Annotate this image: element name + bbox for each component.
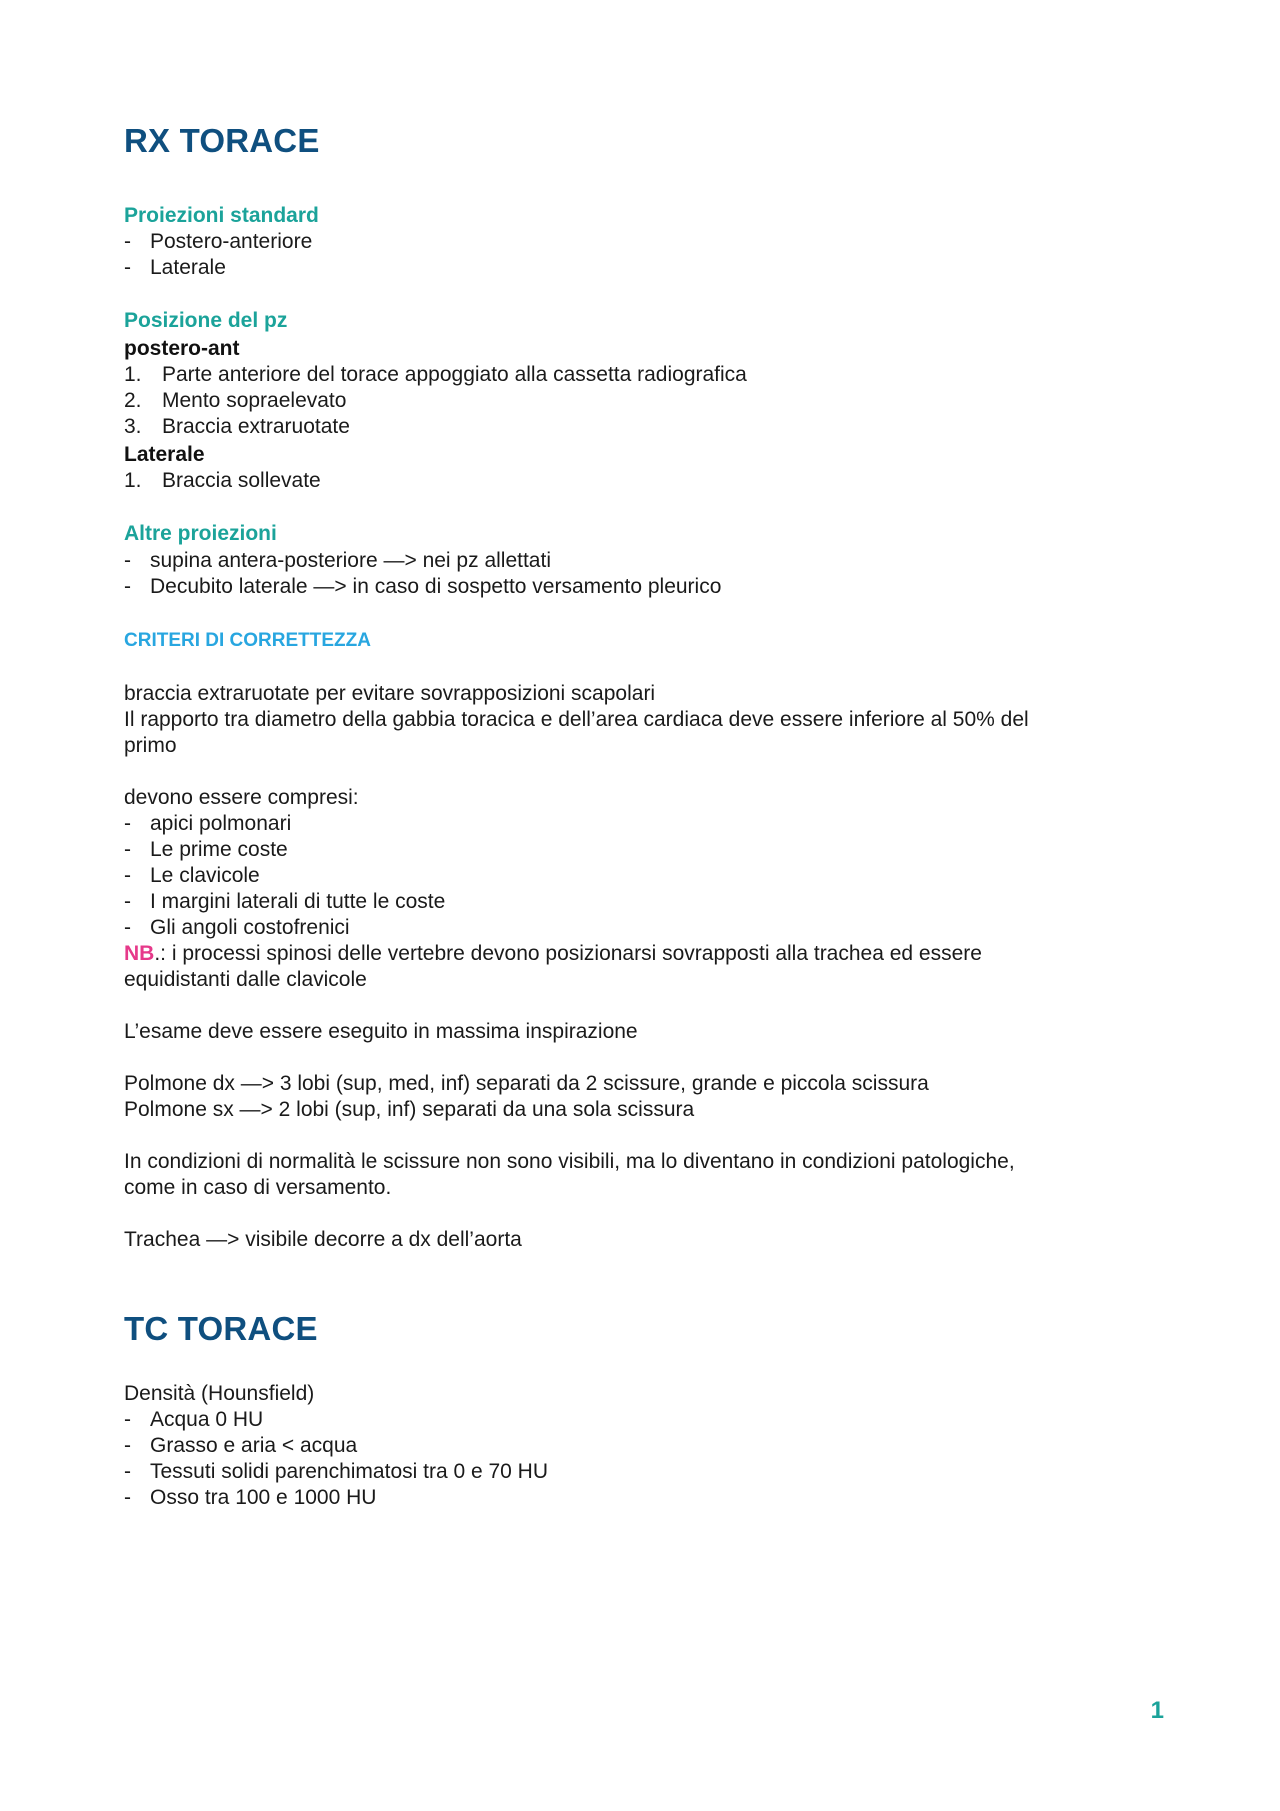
paragraph-polmone-dx: Polmone dx —> 3 lobi (sup, med, inf) separati da 2 scissure, grande e piccola scissura	[124, 1072, 929, 1095]
paragraph-braccia: braccia extraruotate per evitare sovrapposizioni scapolari	[124, 682, 656, 705]
list-item: 1. Parte anteriore del torace appoggiato alla cassetta radiografica	[124, 363, 747, 386]
list-item: - I margini laterali di tutte le coste	[124, 890, 446, 913]
heading-altre-proiezioni: Altre proiezioni	[124, 522, 277, 545]
paragraph-inspirazione: L’esame deve essere eseguito in massima inspirazione	[124, 1020, 638, 1043]
paragraph-nb-cont: equidistanti dalle clavicole	[124, 968, 367, 991]
list-item: 3. Braccia extraruotate	[124, 415, 350, 438]
paragraph-rapporto-cont: primo	[124, 734, 177, 757]
paragraph-densita: Densità (Hounsfield)	[124, 1382, 315, 1405]
list-item: - Postero-anteriore	[124, 230, 313, 253]
list-item: - Le prime coste	[124, 838, 288, 861]
list-item: - Decubito laterale —> in caso di sospetto versamento pleurico	[124, 575, 722, 598]
list-item: - Le clavicole	[124, 864, 260, 887]
heading-proiezioni-standard: Proiezioni standard	[124, 204, 319, 227]
list-item: - Gli angoli costofrenici	[124, 916, 350, 939]
heading-criteri: CRITERI DI CORRETTEZZA	[124, 630, 371, 651]
subheading-postero-ant: postero-ant	[124, 337, 240, 360]
list-item: - Grasso e aria < acqua	[124, 1434, 358, 1457]
paragraph-compresi-intro: devono essere compresi:	[124, 786, 359, 809]
page-number: 1	[1150, 1697, 1164, 1724]
list-item: - Tessuti solidi parenchimatosi tra 0 e 70 HU	[124, 1460, 549, 1483]
paragraph-polmone-sx: Polmone sx —> 2 lobi (sup, inf) separati da una sola scissura	[124, 1098, 695, 1121]
list-item: - Laterale	[124, 256, 226, 279]
nb-label: NB	[124, 942, 155, 965]
section-title-rx: RX TORACE	[124, 122, 320, 159]
heading-posizione: Posizione del pz	[124, 309, 288, 332]
paragraph-rapporto: Il rapporto tra diametro della gabbia toracica e dell’area cardiaca deve essere inferiore al 50% del	[124, 708, 1029, 731]
paragraph-trachea: Trachea —> visibile decorre a dx dell’aorta	[124, 1228, 522, 1251]
section-title-tc: TC TORACE	[124, 1310, 318, 1347]
list-item: 1. Braccia sollevate	[124, 469, 321, 492]
paragraph-normalita: In condizioni di normalità le scissure non sono visibili, ma lo diventano in condizioni patologiche,	[124, 1150, 1015, 1173]
list-item: - apici polmonari	[124, 812, 292, 835]
subheading-laterale: Laterale	[124, 443, 205, 466]
list-item: 2. Mento sopraelevato	[124, 389, 347, 412]
paragraph-nb: NB.: i processi spinosi delle vertebre devono posizionarsi sovrapposti alla trachea ed essere	[124, 942, 982, 965]
paragraph-normalita-cont: come in caso di versamento.	[124, 1176, 392, 1199]
list-item: - Acqua 0 HU	[124, 1408, 264, 1431]
list-item: - Osso tra 100 e 1000 HU	[124, 1486, 377, 1509]
list-item: - supina antera-posteriore —> nei pz allettati	[124, 549, 551, 572]
